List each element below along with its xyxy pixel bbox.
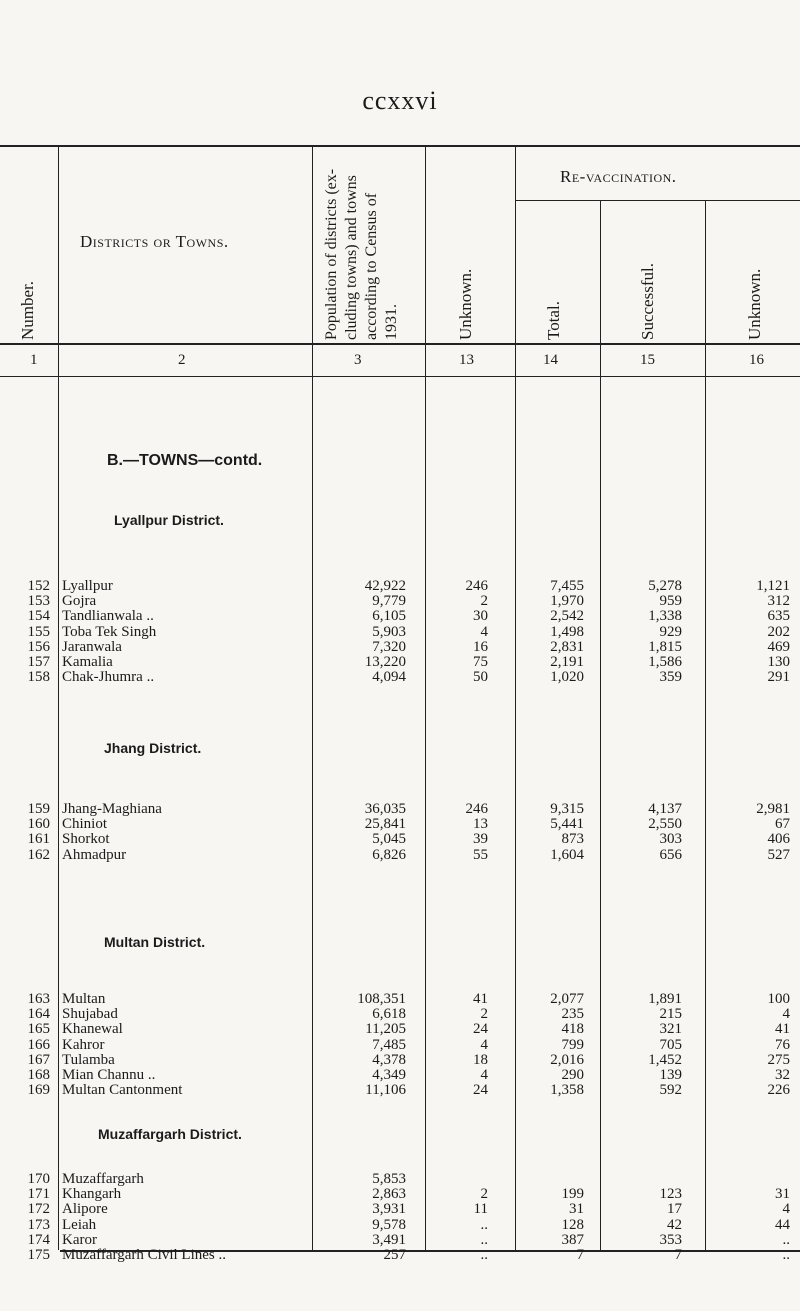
- unknown-count: 2: [480, 1006, 488, 1023]
- revaccination-unknown: 44: [775, 1216, 790, 1233]
- town-name: Multan: [62, 991, 106, 1007]
- unknown-count: 18: [473, 1051, 488, 1068]
- revaccination-unknown: 406: [767, 831, 790, 848]
- row-number: 171: [27, 1186, 50, 1203]
- table-row: [0, 1246, 800, 1264]
- revaccination-unknown: 100: [767, 991, 790, 1007]
- town-name: Kahror: [62, 1036, 105, 1053]
- revaccination-unknown: 275: [767, 1051, 790, 1068]
- unknown-count: 4: [480, 1036, 488, 1053]
- revaccination-successful: 42: [667, 1216, 682, 1233]
- revaccination-unknown: 2,981: [756, 801, 790, 817]
- population: 11,106: [365, 1082, 406, 1099]
- revaccination-total: 2,016: [550, 1051, 584, 1068]
- row-number: 161: [27, 831, 50, 848]
- revaccination-successful: 1,891: [648, 991, 682, 1007]
- unknown-count: 11: [473, 1201, 488, 1218]
- revaccination-unknown: ..: [782, 1231, 790, 1248]
- population: 7,320: [372, 638, 406, 655]
- row-number: 162: [27, 846, 50, 863]
- population: 6,105: [372, 608, 406, 625]
- population: 4,094: [372, 669, 406, 686]
- header-successful: Successful.: [638, 263, 657, 340]
- population: 3,491: [372, 1231, 406, 1248]
- revaccination-successful: 5,278: [648, 578, 682, 594]
- unknown-count: 50: [473, 669, 488, 686]
- population: 5,045: [372, 831, 406, 848]
- row-number: 174: [27, 1231, 50, 1248]
- town-name: Kamalia: [62, 654, 113, 670]
- population: 4,349: [372, 1067, 406, 1083]
- row-number: 152: [27, 578, 50, 594]
- population: 5,903: [372, 623, 406, 640]
- revaccination-successful: 1,452: [648, 1051, 682, 1068]
- town-name: Muzaffargarh: [62, 1171, 144, 1187]
- row-number: 175: [27, 1247, 50, 1263]
- revaccination-total: 873: [561, 831, 584, 848]
- town-name: Jhang-Maghiana: [62, 801, 162, 817]
- unknown-count: 24: [473, 1021, 488, 1038]
- page-number: ccxxvi: [362, 86, 438, 115]
- town-name: Tandlianwala ..: [62, 608, 154, 625]
- row-number: 154: [27, 608, 50, 625]
- revaccination-total: 5,441: [550, 816, 584, 833]
- revaccination-unknown: 635: [767, 608, 790, 625]
- population: 13,220: [364, 654, 406, 670]
- population: 36,035: [364, 801, 406, 817]
- unknown-count: 2: [480, 593, 488, 610]
- revaccination-unknown: 41: [775, 1021, 790, 1038]
- population: 25,841: [364, 816, 406, 833]
- revaccination-successful: 1,338: [648, 608, 682, 625]
- revaccination-successful: 17: [667, 1201, 682, 1218]
- revaccination-successful: 959: [659, 593, 682, 610]
- town-name: Toba Tek Singh: [62, 623, 157, 640]
- town-name: Karor: [62, 1231, 97, 1248]
- revaccination-unknown: 291: [767, 669, 790, 686]
- revaccination-successful: 321: [659, 1021, 682, 1038]
- revaccination-unknown: 130: [767, 654, 790, 670]
- row-number: 158: [27, 669, 50, 686]
- revaccination-total: 2,542: [550, 608, 584, 625]
- town-name: Alipore: [62, 1201, 108, 1218]
- table-row: [0, 668, 800, 686]
- row-number: 167: [27, 1051, 50, 1068]
- row-number: 156: [27, 638, 50, 655]
- district-heading: Multan District.: [104, 934, 206, 950]
- revaccination-total: 1,358: [550, 1082, 584, 1099]
- revaccination-unknown: 1,121: [756, 578, 790, 594]
- unknown-count: 24: [473, 1082, 488, 1099]
- revaccination-total: 235: [561, 1006, 584, 1023]
- town-name: Chiniot: [62, 816, 108, 833]
- town-name: Khanewal: [62, 1021, 123, 1038]
- revaccination-successful: 215: [659, 1006, 682, 1023]
- revaccination-total: 199: [561, 1186, 584, 1203]
- unknown-count: ..: [480, 1231, 488, 1248]
- town-name: Muzaffargarh Civil Lines ..: [62, 1247, 226, 1263]
- population: 3,931: [372, 1201, 406, 1218]
- revaccination-total: 290: [561, 1067, 584, 1083]
- revaccination-unknown: 4: [782, 1201, 790, 1218]
- revaccination-total: 387: [561, 1231, 584, 1248]
- town-name: Gojra: [62, 593, 97, 610]
- revaccination-successful: 656: [659, 846, 682, 863]
- population: 42,922: [364, 578, 406, 594]
- header-population: Population of districts (ex- cluding towns) and towns according to Census of 1931.: [323, 168, 400, 340]
- town-name: Ahmadpur: [62, 846, 127, 863]
- revaccination-unknown: 67: [775, 816, 790, 833]
- unknown-count: 4: [480, 1067, 488, 1083]
- population: 6,826: [372, 846, 406, 863]
- revaccination-total: 1,020: [550, 669, 584, 686]
- unknown-count: 41: [473, 991, 488, 1007]
- town-name: Shujabad: [62, 1006, 118, 1023]
- header-unknown: Unknown.: [456, 268, 475, 340]
- header-districts: Districts or Towns.: [80, 232, 229, 251]
- town-name: Multan Cantonment: [62, 1082, 183, 1099]
- row-number: 163: [27, 991, 50, 1007]
- revaccination-total: 2,831: [550, 638, 584, 655]
- revaccination-total: 418: [561, 1021, 584, 1038]
- colnum-3: 3: [354, 352, 362, 368]
- revaccination-unknown: 4: [782, 1006, 790, 1023]
- unknown-count: 55: [473, 846, 488, 863]
- unknown-count: 13: [473, 816, 488, 833]
- revaccination-total: 9,315: [550, 801, 584, 817]
- revaccination-successful: 1,815: [648, 638, 682, 655]
- header-number: Number.: [18, 280, 37, 340]
- row-number: 159: [27, 801, 50, 817]
- town-name: Chak-Jhumra ..: [62, 669, 155, 686]
- header-revaccination: Re-vaccination.: [560, 167, 677, 186]
- population: 5,853: [372, 1171, 406, 1187]
- revaccination-total: 7,455: [550, 578, 584, 594]
- revaccination-unknown: 469: [767, 638, 790, 655]
- population: 108,351: [357, 991, 406, 1007]
- row-number: 166: [27, 1036, 50, 1053]
- revaccination-successful: 123: [659, 1186, 682, 1203]
- revaccination-total: 799: [561, 1036, 584, 1053]
- revaccination-successful: 929: [659, 623, 682, 640]
- town-name: Leiah: [62, 1216, 97, 1233]
- row-number: 170: [27, 1171, 50, 1187]
- revaccination-successful: 1,586: [648, 654, 682, 670]
- row-number: 168: [27, 1067, 50, 1083]
- colnum-2: 2: [178, 352, 186, 368]
- revaccination-unknown: 312: [767, 593, 790, 610]
- district-heading: Jhang District.: [104, 740, 202, 756]
- row-number: 164: [27, 1006, 50, 1023]
- town-name: Shorkot: [62, 831, 110, 848]
- revaccination-successful: 705: [659, 1036, 682, 1053]
- colnum-13: 13: [459, 352, 474, 368]
- revaccination-total: 2,077: [550, 991, 584, 1007]
- unknown-count: ..: [480, 1247, 488, 1263]
- header-unknown2: Unknown.: [745, 268, 764, 340]
- unknown-count: 75: [473, 654, 488, 670]
- revaccination-successful: 2,550: [648, 816, 682, 833]
- town-name: Tulamba: [62, 1051, 115, 1068]
- revaccination-successful: 353: [659, 1231, 682, 1248]
- revaccination-total: 7: [576, 1247, 584, 1263]
- population: 7,485: [372, 1036, 406, 1053]
- unknown-count: 246: [465, 578, 488, 594]
- row-number: 155: [27, 623, 50, 640]
- district-heading: Muzaffargarh District.: [98, 1126, 242, 1142]
- unknown-count: 246: [465, 801, 488, 817]
- revaccination-total: 1,970: [550, 593, 584, 610]
- section-title: B.—TOWNS—contd.: [107, 452, 263, 469]
- population: 11,205: [365, 1021, 406, 1038]
- revaccination-unknown: 226: [767, 1082, 790, 1099]
- town-name: Lyallpur: [62, 578, 113, 594]
- row-number: 153: [27, 593, 50, 610]
- unknown-count: 16: [473, 638, 488, 655]
- revaccination-unknown: 76: [775, 1036, 790, 1053]
- revaccination-unknown: 527: [767, 846, 790, 863]
- table-row: [0, 1081, 800, 1099]
- unknown-count: 39: [473, 831, 488, 848]
- population: 6,618: [372, 1006, 406, 1023]
- revaccination-successful: 303: [659, 831, 682, 848]
- revaccination-total: 31: [569, 1201, 584, 1218]
- row-number: 157: [27, 654, 50, 670]
- colnum-15: 15: [640, 352, 655, 368]
- colnum-14: 14: [543, 352, 558, 368]
- population: 9,578: [372, 1216, 406, 1233]
- revaccination-unknown: 31: [775, 1186, 790, 1203]
- row-number: 160: [27, 816, 50, 833]
- revaccination-successful: 7: [674, 1247, 682, 1263]
- town-name: Mian Channu ..: [62, 1067, 156, 1083]
- population: 4,378: [372, 1051, 406, 1068]
- revaccination-successful: 139: [659, 1067, 682, 1083]
- revaccination-successful: 4,137: [648, 801, 682, 817]
- unknown-count: 4: [480, 623, 488, 640]
- revaccination-total: 1,604: [550, 846, 584, 863]
- district-heading: Lyallpur District.: [114, 512, 224, 528]
- table-row: [0, 846, 800, 864]
- header-total: Total.: [544, 301, 563, 340]
- revaccination-total: 2,191: [550, 654, 584, 670]
- revaccination-successful: 592: [659, 1082, 682, 1099]
- population: 9,779: [372, 593, 406, 610]
- colnum-16: 16: [749, 352, 764, 368]
- revaccination-unknown: 202: [767, 623, 790, 640]
- revaccination-total: 1,498: [550, 623, 584, 640]
- town-name: Khangarh: [62, 1186, 122, 1203]
- town-name: Jaranwala: [62, 638, 122, 655]
- row-number: 169: [27, 1082, 50, 1099]
- unknown-count: ..: [480, 1216, 488, 1233]
- revaccination-unknown: ..: [782, 1247, 790, 1263]
- row-number: 173: [27, 1216, 50, 1233]
- row-number: 172: [27, 1201, 50, 1218]
- unknown-count: 2: [480, 1186, 488, 1203]
- unknown-count: 30: [473, 608, 488, 625]
- population: 257: [383, 1247, 406, 1263]
- revaccination-successful: 359: [659, 669, 682, 686]
- revaccination-total: 128: [561, 1216, 584, 1233]
- population: 2,863: [372, 1186, 406, 1203]
- row-number: 165: [27, 1021, 50, 1038]
- colnum-1: 1: [30, 352, 38, 368]
- revaccination-unknown: 32: [775, 1067, 790, 1083]
